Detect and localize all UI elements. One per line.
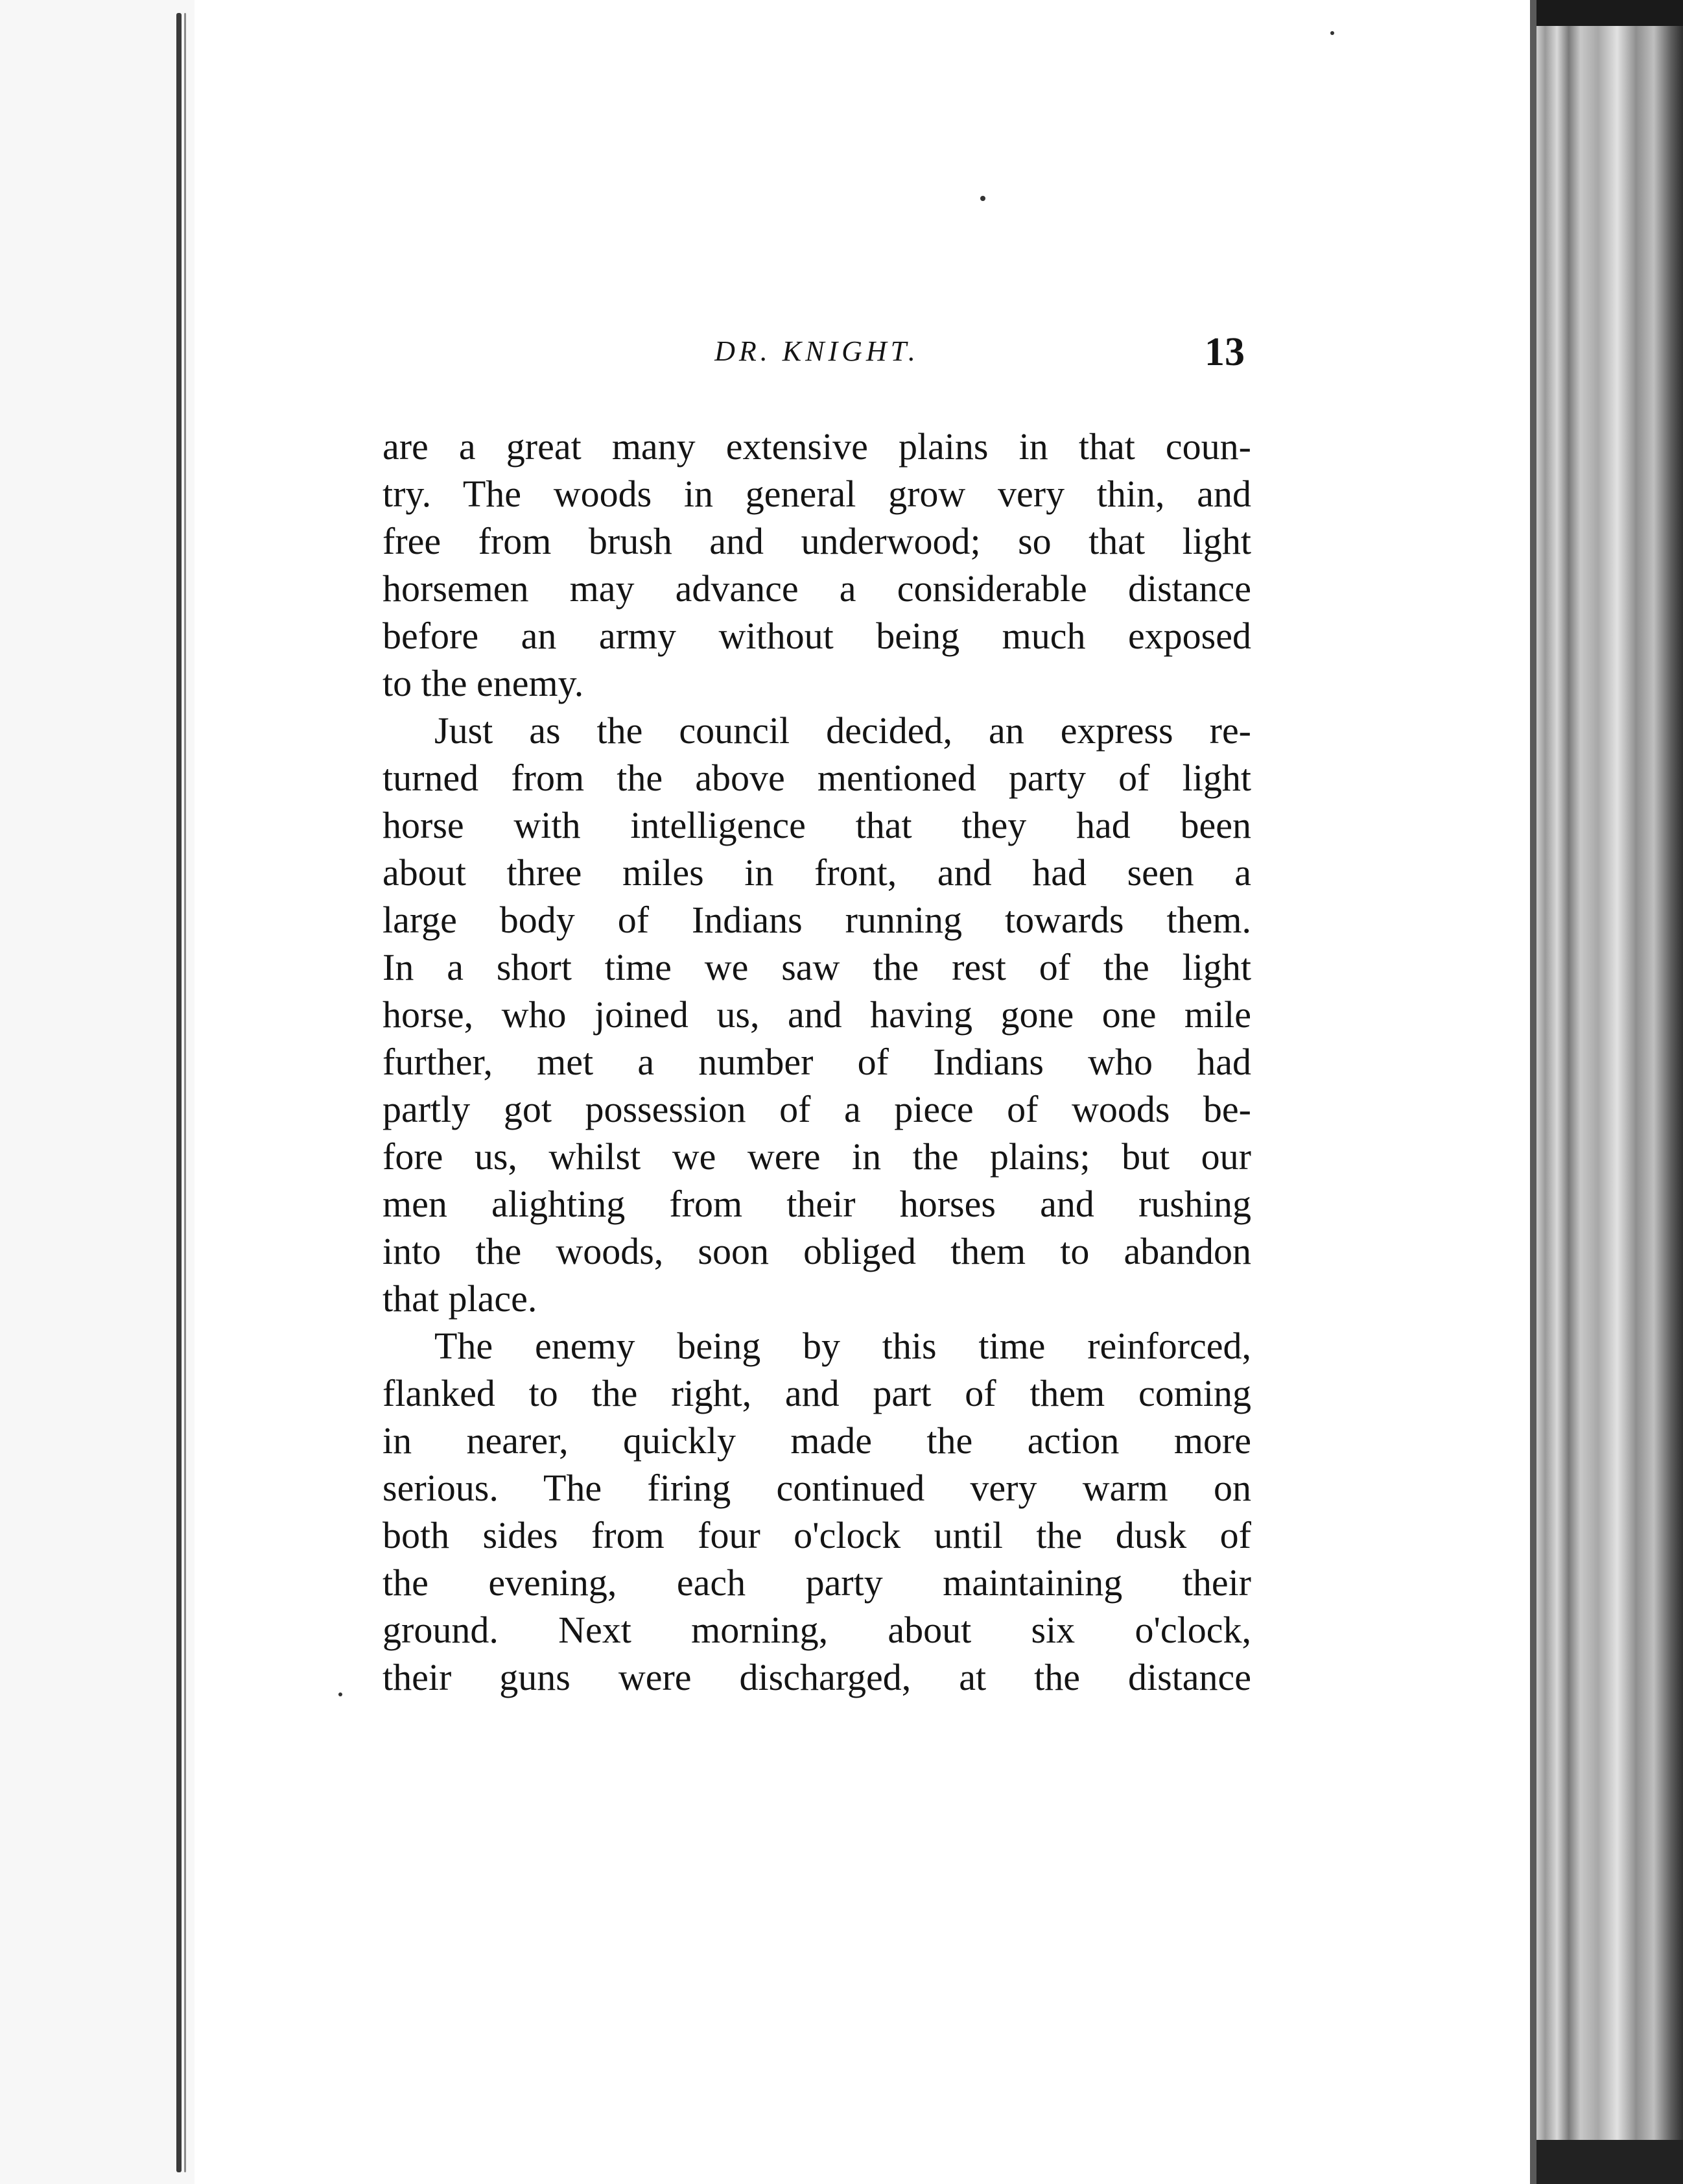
text-line: both sides from four o'clock until the dusk of <box>383 1514 1251 1556</box>
text-line: horse, who joined us, and having gone one mile <box>383 993 1251 1036</box>
text-line: are a great many extensive plains in that coun- <box>383 425 1251 468</box>
text-line: before an army without being much exposed <box>383 615 1251 657</box>
gutter-edge-line <box>176 13 182 2172</box>
text-line: serious. The firing continued very warm on <box>383 1467 1251 1509</box>
text-line: free from brush and underwood; so that light <box>383 520 1251 562</box>
text-line: Just as the council decided, an express re- <box>434 709 1251 752</box>
text-line: The enemy being by this time reinforced, <box>434 1325 1251 1367</box>
page-number: 13 <box>1205 330 1245 374</box>
text-line: ground. Next morning, about six o'clock, <box>383 1609 1251 1651</box>
text-line: horsemen may advance a considerable distance <box>383 567 1251 610</box>
text-line: the evening, each party maintaining their <box>383 1561 1251 1604</box>
text-line: further, met a number of Indians who had <box>383 1041 1251 1083</box>
text-line: in nearer, quickly made the action more <box>383 1419 1251 1462</box>
left-gutter <box>0 0 194 2184</box>
text-line: that place. <box>383 1277 537 1320</box>
text-line: into the woods, soon obliged them to abandon <box>383 1230 1251 1272</box>
scan-speck <box>1330 31 1334 35</box>
text-line: their guns were discharged, at the distance <box>383 1656 1251 1698</box>
text-line: horse with intelligence that they had been <box>383 804 1251 846</box>
text-line: partly got possession of a piece of woods be- <box>383 1088 1251 1130</box>
page-edge-top <box>1536 0 1683 26</box>
scan-speck <box>338 1692 342 1696</box>
running-title: DR. KNIGHT. <box>714 335 919 367</box>
text-line: to the enemy. <box>383 662 584 704</box>
text-line: about three miles in front, and had seen a <box>383 851 1251 894</box>
scan-speck <box>980 196 985 201</box>
page-edge-stack <box>1536 0 1683 2184</box>
text-line: flanked to the right, and part of them coming <box>383 1372 1251 1414</box>
text-line: In a short time we saw the rest of the light <box>383 946 1251 988</box>
text-line: try. The woods in general grow very thin, and <box>383 473 1251 515</box>
body-text <box>383 423 1251 1701</box>
text-line: fore us, whilst we were in the plains; but our <box>383 1135 1251 1178</box>
text-line: men alighting from their horses and rushing <box>383 1183 1251 1225</box>
text-line: turned from the above mentioned party of light <box>383 757 1251 799</box>
running-head <box>383 329 1251 381</box>
page-edge-bottom <box>1536 2140 1683 2184</box>
gutter-edge-thin-line <box>184 13 186 2172</box>
text-line: large body of Indians running towards them. <box>383 899 1251 941</box>
